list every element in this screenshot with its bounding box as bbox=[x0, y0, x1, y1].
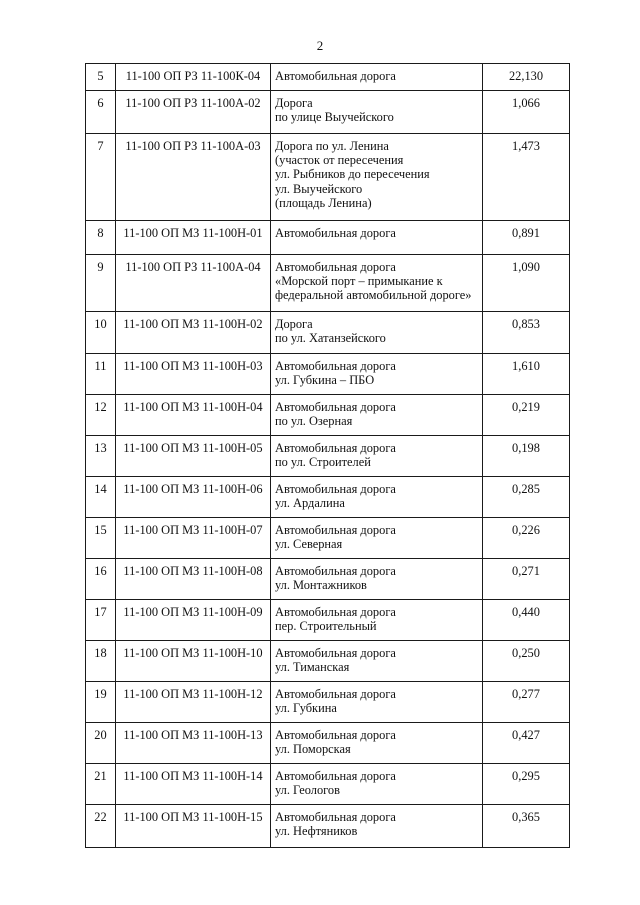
table-row bbox=[86, 518, 570, 559]
road-length: 0,226 bbox=[483, 518, 570, 559]
table-row bbox=[86, 255, 570, 312]
road-length: 1,066 bbox=[483, 91, 570, 134]
road-code: 11-100 ОП РЗ 11-100К-04 bbox=[116, 64, 271, 91]
road-code: 11-100 ОП МЗ 11-100Н-10 bbox=[116, 641, 271, 682]
road-name-line: Дорога по ул. Ленина bbox=[275, 139, 389, 153]
road-name bbox=[271, 312, 483, 354]
table-row bbox=[86, 312, 570, 354]
roads-table-body bbox=[86, 64, 570, 848]
row-number: 17 bbox=[86, 600, 116, 641]
road-name bbox=[271, 354, 483, 395]
road-code: 11-100 ОП МЗ 11-100Н-15 bbox=[116, 805, 271, 848]
table-row bbox=[86, 221, 570, 255]
road-code: 11-100 ОП РЗ 11-100А-02 bbox=[116, 91, 271, 134]
road-length: 0,285 bbox=[483, 477, 570, 518]
road-length: 0,219 bbox=[483, 395, 570, 436]
road-name bbox=[271, 764, 483, 805]
road-name bbox=[271, 682, 483, 723]
road-name-line: Автомобильная дорога bbox=[275, 359, 396, 373]
road-name bbox=[271, 641, 483, 682]
table-row bbox=[86, 477, 570, 518]
table-row bbox=[86, 64, 570, 91]
road-code: 11-100 ОП МЗ 11-100Н-05 bbox=[116, 436, 271, 477]
road-name bbox=[271, 255, 483, 312]
row-number: 16 bbox=[86, 559, 116, 600]
road-name-line: ул. Геологов bbox=[275, 783, 340, 798]
row-number: 14 bbox=[86, 477, 116, 518]
road-name bbox=[271, 559, 483, 600]
road-code: 11-100 ОП РЗ 11-100А-03 bbox=[116, 134, 271, 221]
road-length: 0,853 bbox=[483, 312, 570, 354]
road-name-line: Автомобильная дорога bbox=[275, 769, 396, 783]
table-row bbox=[86, 91, 570, 134]
road-length: 1,610 bbox=[483, 354, 570, 395]
road-length: 0,295 bbox=[483, 764, 570, 805]
road-name-line: ул. Ардалина bbox=[275, 496, 345, 511]
row-number: 18 bbox=[86, 641, 116, 682]
road-code: 11-100 ОП МЗ 11-100Н-06 bbox=[116, 477, 271, 518]
table-row bbox=[86, 682, 570, 723]
road-name-line: Автомобильная дорога bbox=[275, 260, 396, 274]
road-name-line: ул. Нефтяников bbox=[275, 824, 358, 839]
road-name-line: Автомобильная дорога bbox=[275, 69, 396, 83]
road-name bbox=[271, 91, 483, 134]
table-row bbox=[86, 395, 570, 436]
row-number: 11 bbox=[86, 354, 116, 395]
road-code: 11-100 ОП МЗ 11-100Н-01 bbox=[116, 221, 271, 255]
table-row bbox=[86, 354, 570, 395]
row-number: 6 bbox=[86, 91, 116, 134]
row-number: 7 bbox=[86, 134, 116, 221]
road-name-line: Автомобильная дорога bbox=[275, 441, 396, 455]
road-name-line: ул. Губкина bbox=[275, 701, 337, 716]
road-length: 0,250 bbox=[483, 641, 570, 682]
page-number: 2 bbox=[316, 38, 324, 53]
road-name-line: «Морской порт – примыкание к bbox=[275, 274, 443, 289]
road-length: 0,198 bbox=[483, 436, 570, 477]
table-row bbox=[86, 805, 570, 848]
road-code: 11-100 ОП МЗ 11-100Н-03 bbox=[116, 354, 271, 395]
road-name bbox=[271, 64, 483, 91]
table-row bbox=[86, 641, 570, 682]
road-name-line: Автомобильная дорога bbox=[275, 810, 396, 824]
road-name bbox=[271, 395, 483, 436]
road-name bbox=[271, 221, 483, 255]
table-row bbox=[86, 559, 570, 600]
table-row bbox=[86, 134, 570, 221]
road-name bbox=[271, 600, 483, 641]
road-length: 0,440 bbox=[483, 600, 570, 641]
road-code: 11-100 ОП МЗ 11-100Н-07 bbox=[116, 518, 271, 559]
road-name-line: Дорога bbox=[275, 317, 313, 331]
road-name-line: Автомобильная дорога bbox=[275, 400, 396, 414]
road-length: 1,090 bbox=[483, 255, 570, 312]
road-name-line: Автомобильная дорога bbox=[275, 728, 396, 742]
road-name bbox=[271, 805, 483, 848]
road-code: 11-100 ОП МЗ 11-100Н-12 bbox=[116, 682, 271, 723]
road-length: 0,365 bbox=[483, 805, 570, 848]
road-name-line: Автомобильная дорога bbox=[275, 605, 396, 619]
road-name-line: Автомобильная дорога bbox=[275, 482, 396, 496]
road-name-line: (площадь Ленина) bbox=[275, 195, 372, 210]
table-row bbox=[86, 600, 570, 641]
road-name-line: Автомобильная дорога bbox=[275, 564, 396, 578]
road-name-line: ул. Монтажников bbox=[275, 578, 367, 593]
road-name-line: ул. Губкина – ПБО bbox=[275, 373, 375, 388]
road-length: 22,130 bbox=[483, 64, 570, 91]
road-name bbox=[271, 477, 483, 518]
road-name-line: Автомобильная дорога bbox=[275, 523, 396, 537]
road-length: 0,891 bbox=[483, 221, 570, 255]
road-name-line: по ул. Строителей bbox=[275, 455, 371, 470]
row-number: 19 bbox=[86, 682, 116, 723]
road-name bbox=[271, 723, 483, 764]
road-length: 0,271 bbox=[483, 559, 570, 600]
road-name bbox=[271, 436, 483, 477]
row-number: 15 bbox=[86, 518, 116, 559]
road-name-line: Дорога bbox=[275, 96, 313, 110]
road-name-line: по ул. Хатанзейского bbox=[275, 331, 386, 346]
road-name-line: федеральной автомобильной дороге» bbox=[275, 288, 472, 303]
road-code: 11-100 ОП МЗ 11-100Н-14 bbox=[116, 764, 271, 805]
row-number: 21 bbox=[86, 764, 116, 805]
road-name-line: ул. Северная bbox=[275, 537, 343, 552]
table-row bbox=[86, 764, 570, 805]
row-number: 12 bbox=[86, 395, 116, 436]
row-number: 8 bbox=[86, 221, 116, 255]
row-number: 20 bbox=[86, 723, 116, 764]
row-number: 9 bbox=[86, 255, 116, 312]
road-code: 11-100 ОП МЗ 11-100Н-09 bbox=[116, 600, 271, 641]
roads-table bbox=[85, 63, 570, 848]
road-name-line: ул. Выучейского bbox=[275, 181, 363, 196]
road-name-line: ул. Поморская bbox=[275, 742, 351, 757]
row-number: 10 bbox=[86, 312, 116, 354]
road-name-line: по улице Выучейского bbox=[275, 110, 394, 125]
row-number: 5 bbox=[86, 64, 116, 91]
road-name-line: ул. Тиманская bbox=[275, 660, 350, 675]
road-code: 11-100 ОП МЗ 11-100Н-04 bbox=[116, 395, 271, 436]
row-number: 22 bbox=[86, 805, 116, 848]
road-code: 11-100 ОП МЗ 11-100Н-08 bbox=[116, 559, 271, 600]
row-number: 13 bbox=[86, 436, 116, 477]
road-code: 11-100 ОП МЗ 11-100Н-02 bbox=[116, 312, 271, 354]
road-code: 11-100 ОП РЗ 11-100А-04 bbox=[116, 255, 271, 312]
table-row bbox=[86, 723, 570, 764]
road-name bbox=[271, 518, 483, 559]
road-name-line: Автомобильная дорога bbox=[275, 226, 396, 240]
road-name-line: ул. Рыбников до пересечения bbox=[275, 167, 430, 182]
table-row bbox=[86, 436, 570, 477]
road-length: 0,427 bbox=[483, 723, 570, 764]
road-name-line: пер. Строительный bbox=[275, 619, 377, 634]
road-name-line: Автомобильная дорога bbox=[275, 646, 396, 660]
road-code: 11-100 ОП МЗ 11-100Н-13 bbox=[116, 723, 271, 764]
road-name bbox=[271, 134, 483, 221]
road-length: 0,277 bbox=[483, 682, 570, 723]
road-name-line: (участок от пересечения bbox=[275, 153, 404, 168]
road-name-line: по ул. Озерная bbox=[275, 414, 353, 429]
road-name-line: Автомобильная дорога bbox=[275, 687, 396, 701]
road-length: 1,473 bbox=[483, 134, 570, 221]
